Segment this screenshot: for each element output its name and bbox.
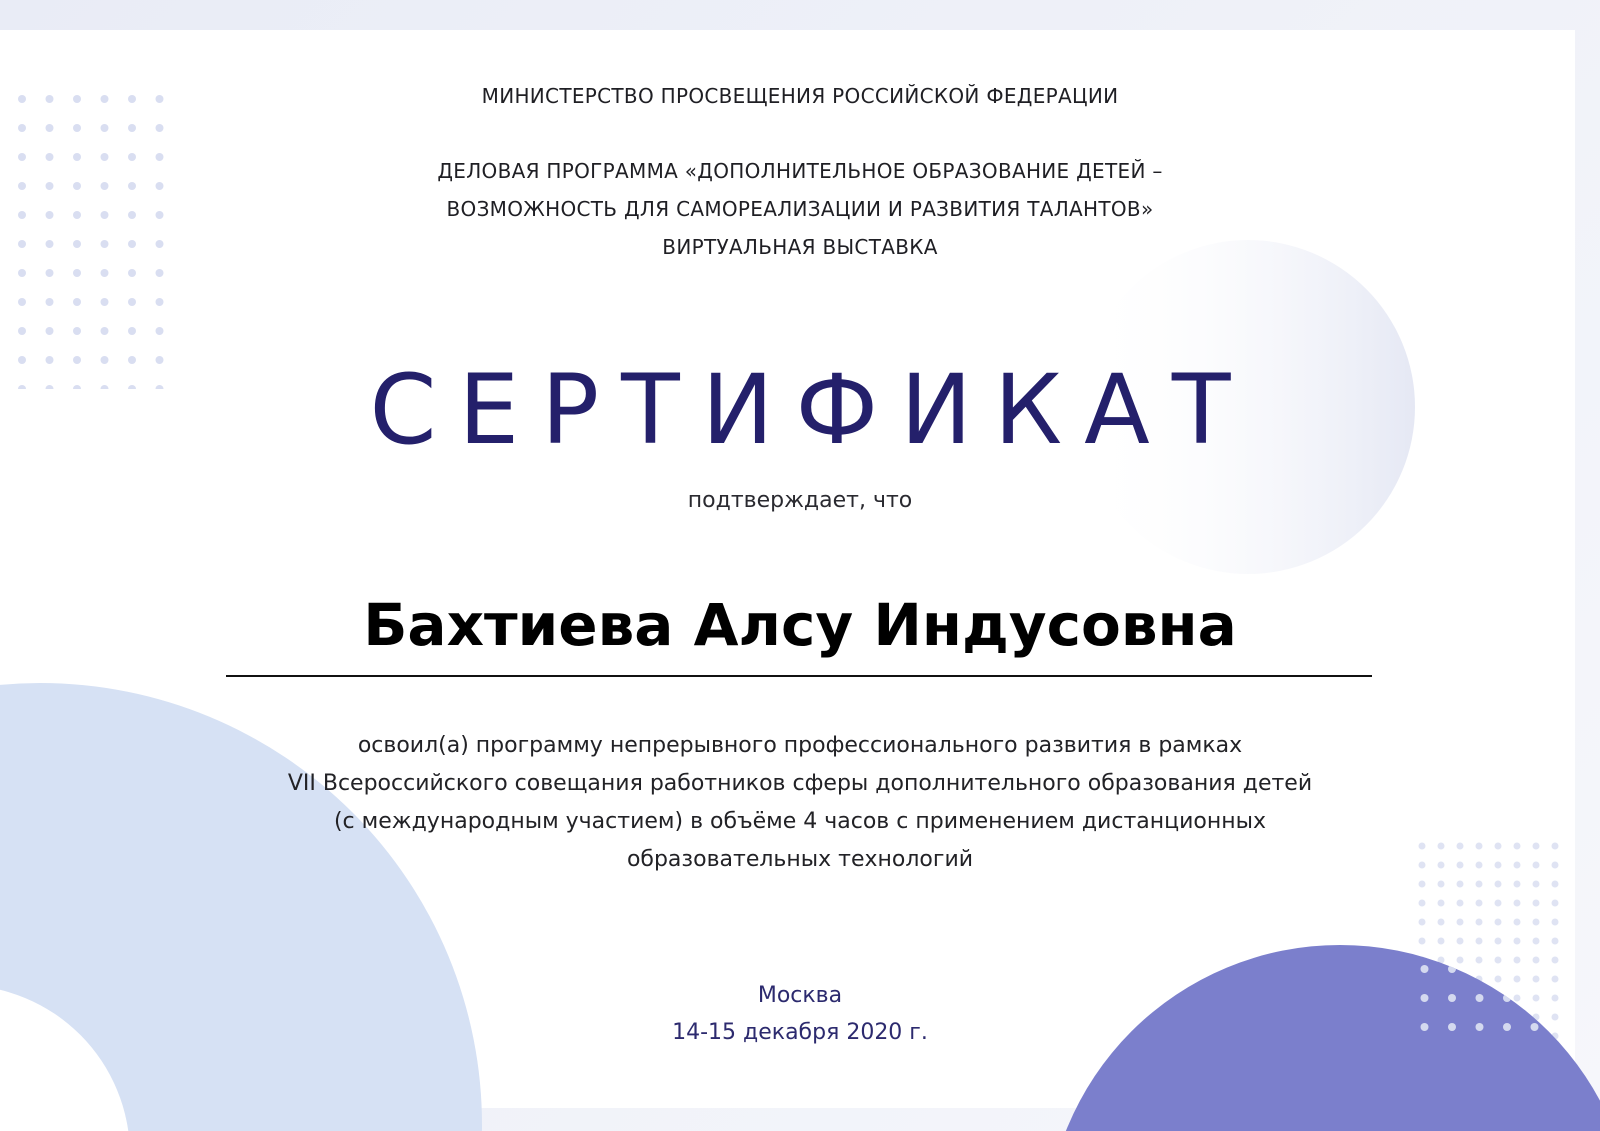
date-label: 14-15 декабря 2020 г. — [672, 1020, 928, 1045]
certificate-body — [200, 727, 1400, 879]
program-heading — [200, 152, 1400, 266]
body-line: VII Всероссийского совещания работников сферы дополнительного образования детей — [287, 771, 1313, 796]
confirms-text: подтверждает, что — [687, 488, 913, 513]
program-line: ВОЗМОЖНОСТЬ ДЛЯ САМОРЕАЛИЗАЦИИ И РАЗВИТИЯ ТАЛАНТОВ» — [446, 197, 1154, 221]
ministry-heading: МИНИСТЕРСТВО ПРОСВЕЩЕНИЯ РОССИЙСКОЙ ФЕДЕРАЦИИ — [481, 84, 1119, 108]
body-line: освоил(а) программу непрерывного профессионального развития в рамках — [357, 733, 1243, 758]
body-line: (с международным участием) в объёме 4 часов с применением дистанционных — [333, 809, 1267, 834]
certificate-title: СЕРТИФИКАТ — [369, 354, 1253, 466]
recipient-name: Бахтиева Алсу Индусовна — [363, 591, 1237, 659]
name-underline — [226, 675, 1372, 677]
body-line: образовательных технологий — [626, 847, 974, 872]
city-label: Москва — [757, 983, 843, 1008]
program-line: ВИРТУАЛЬНАЯ ВЫСТАВКА — [662, 235, 938, 259]
program-line: ДЕЛОВАЯ ПРОГРАММА «ДОПОЛНИТЕЛЬНОЕ ОБРАЗОВАНИЕ ДЕТЕЙ – — [437, 159, 1163, 183]
